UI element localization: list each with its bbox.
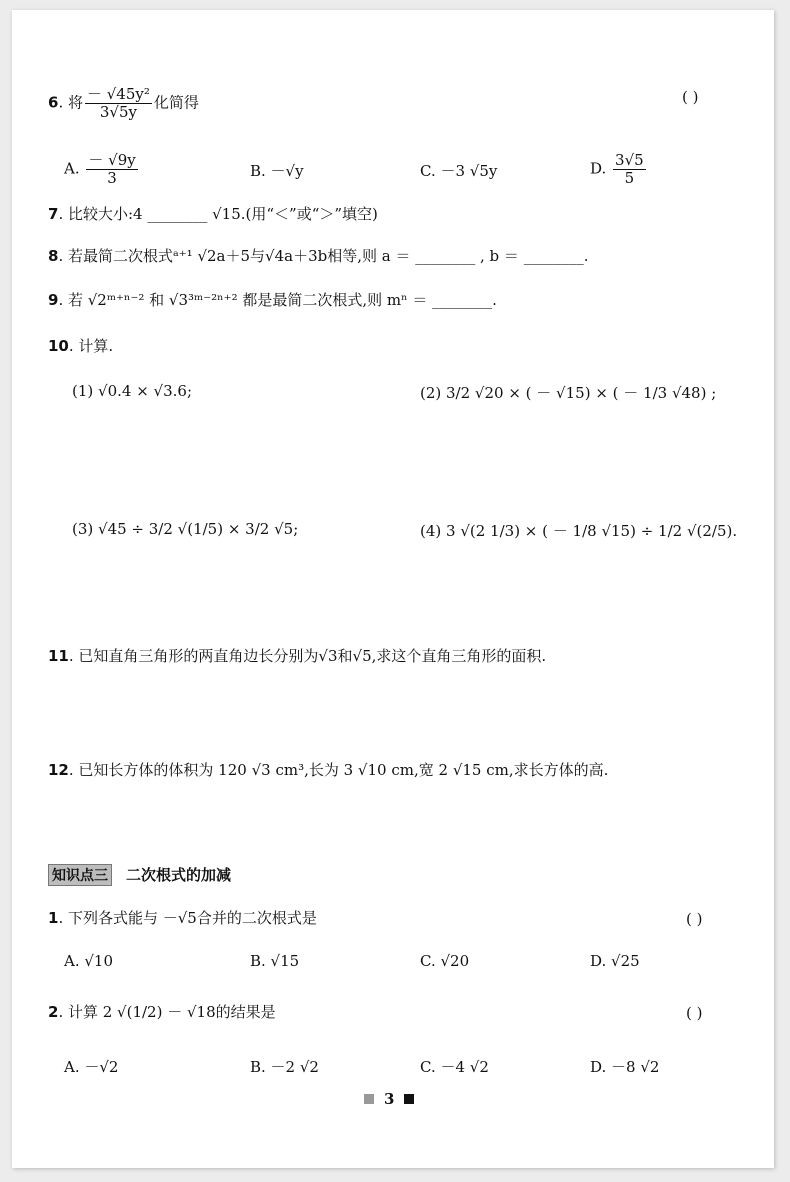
question-text: . 若 √2ᵐ⁺ⁿ⁻² 和 √3³ᵐ⁻²ⁿ⁺² 都是最简二次根式,则 mⁿ ＝ ________. (58, 291, 497, 309)
numerator: － √9y (88, 151, 136, 169)
option-d: D. √25 (590, 952, 640, 970)
question-text: . 已知直角三角形的两直角边长分别为√3和√5,求这个直角三角形的面积. (68, 647, 547, 665)
grey-square-icon (364, 1094, 374, 1104)
option-c: C. √20 (420, 952, 470, 970)
option-c: C. －3 √5y (420, 162, 498, 180)
question-text: . 比较大小:4 ________ √15.(用“＜”或“＞”填空) (58, 205, 378, 223)
question-number: 9 (48, 291, 59, 309)
numerator: 3√5 (615, 151, 644, 169)
fraction (86, 152, 137, 187)
option-a: A. √10 (64, 952, 114, 970)
answer-paren: ( ) (686, 1004, 703, 1022)
question-text: . 已知长方体的体积为 120 √3 cm³,长为 3 √10 cm,宽 2 √15 cm,求长方体的高. (68, 761, 609, 779)
option-a (64, 152, 140, 187)
question-number: 10 (48, 337, 69, 355)
question-number: 8 (48, 247, 59, 265)
part-1: (1) √0.4 × √3.6; (72, 382, 192, 400)
part-3: (3) √45 ÷ 3/2 √(1/5) × 3/2 √5; (72, 520, 299, 538)
question-7 (48, 204, 378, 224)
section-title: 二次根式的加减 (126, 866, 232, 884)
question-number: 2 (48, 1003, 59, 1021)
page-footer (364, 1090, 414, 1108)
question-text: 化简得 (153, 93, 199, 112)
black-square-icon (404, 1094, 414, 1104)
question-number: 11 (48, 647, 69, 665)
answer-paren: ( ) (686, 910, 703, 928)
question-number: 12 (48, 761, 69, 779)
question-number: 6 (48, 93, 59, 112)
question-text: . 若最简二次根式ᵃ⁺¹ √2a＋5与√4a＋3b相等,则 a ＝ ________ , b ＝ ________. (58, 247, 589, 265)
section-header (48, 864, 231, 886)
question-text: . 计算 2 √(1/2) － √18的结果是 (58, 1003, 276, 1021)
question-9 (48, 290, 497, 310)
section-question-2 (48, 1002, 276, 1022)
section-question-1 (48, 908, 317, 928)
page-number: 3 (384, 1090, 395, 1108)
question-text: . 下列各式能与 －√5合并的二次根式是 (58, 909, 317, 927)
question-6 (48, 86, 199, 121)
option-d: D. －8 √2 (590, 1058, 660, 1076)
denominator: 3 (107, 169, 117, 187)
answer-paren: ( ) (682, 88, 699, 106)
option-d (590, 152, 648, 187)
question-text: . 计算. (68, 337, 114, 355)
fraction (613, 152, 646, 187)
option-label: A. (64, 159, 85, 178)
question-number: 7 (48, 205, 59, 223)
question-number: 1 (48, 909, 59, 927)
denominator: 5 (624, 169, 635, 187)
option-b: B. －√y (250, 162, 304, 180)
denominator: 3√5y (99, 103, 137, 121)
option-c: C. －4 √2 (420, 1058, 489, 1076)
part-2: (2) 3/2 √20 × ( － √15) × ( － 1/3 √48) ; (420, 384, 717, 402)
question-11 (48, 646, 546, 666)
option-b: B. √15 (250, 952, 300, 970)
option-label: D. (590, 159, 612, 178)
question-10 (48, 336, 113, 356)
option-b: B. －2 √2 (250, 1058, 319, 1076)
fraction (85, 86, 152, 121)
question-12 (48, 760, 608, 780)
section-tag: 知识点三 (48, 864, 112, 886)
numerator: － √45y² (86, 85, 150, 103)
part-4: (4) 3 √(2 1/3) × ( － 1/8 √15) ÷ 1/2 √(2/5). (420, 522, 738, 540)
question-text: . 将 (58, 93, 83, 112)
option-a: A. －√2 (64, 1058, 119, 1076)
question-8 (48, 246, 588, 266)
document-page (12, 10, 774, 1168)
